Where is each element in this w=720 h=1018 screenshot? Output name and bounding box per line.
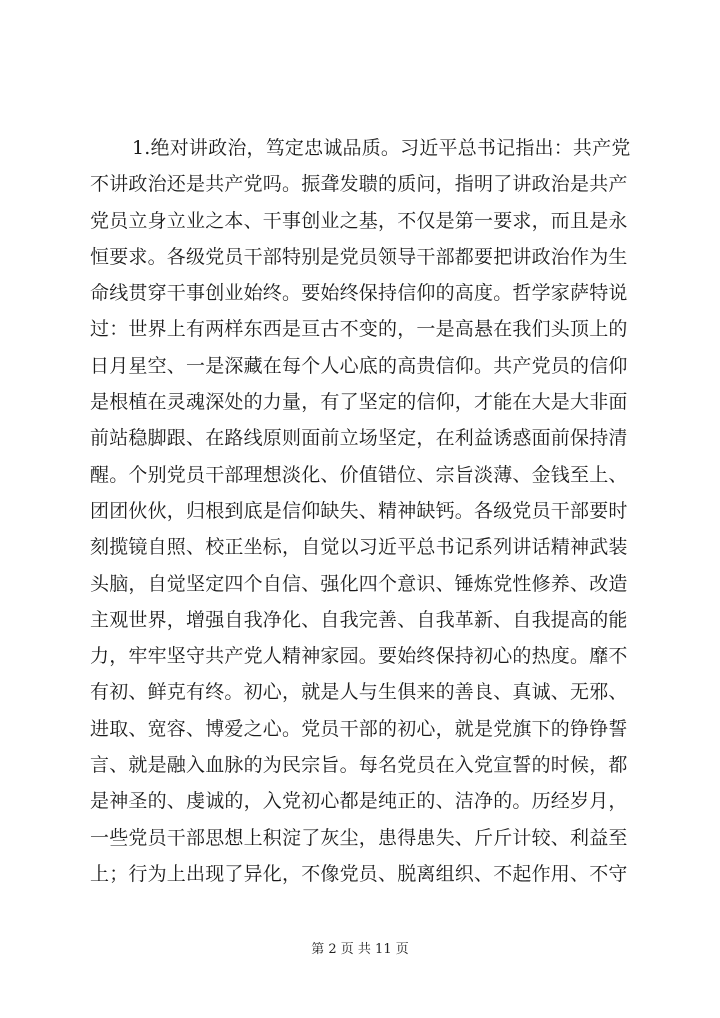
- text-line: 刻揽镜自照、校正坐标，自觉以习近平总书记系列讲话精神武装: [90, 536, 628, 559]
- text-line: 有初、鲜克有终。初心，就是人与生俱来的善良、真诚、无邪、: [90, 681, 628, 704]
- page-number-footer: 第 2 页 共 11 页: [311, 942, 409, 957]
- text-line: 上；行为上出现了异化，不像党员、脱离组织、不起作用、不守: [90, 862, 628, 885]
- text-line: 1.绝对讲政治，笃定忠诚品质。习近平总书记指出：共产党: [132, 137, 631, 159]
- body-paragraph: [90, 130, 645, 892]
- text-line: 命线贯穿干事创业始终。要始终保持信仰的高度。哲学家萨特说: [90, 282, 628, 305]
- text-line: 醒。个别党员干部理想淡化、价值错位、宗旨淡薄、金钱至上、: [90, 463, 628, 486]
- text-line: 头脑，自觉坚定四个自信、强化四个意识、锤炼党性修养、改造: [90, 572, 628, 595]
- text-line: 是神圣的、虔诚的，入党初心都是纯正的、洁净的。历经岁月，: [90, 790, 628, 813]
- text-line: 进取、宽容、博爱之心。党员干部的初心，就是党旗下的铮铮誓: [90, 717, 628, 740]
- text-line: 日月星空、一是深藏在每个人心底的高贵信仰。共产党员的信仰: [90, 354, 628, 377]
- text-line: 言、就是融入血脉的为民宗旨。每名党员在入党宣誓的时候，都: [90, 754, 628, 777]
- text-line: 一些党员干部思想上积淀了灰尘，患得患失、斤斤计较、利益至: [90, 826, 628, 849]
- text-line: 力，牢牢坚守共产党人精神家园。要始终保持初心的热度。靡不: [90, 645, 628, 668]
- text-line: 是根植在灵魂深处的力量，有了坚定的信仰，才能在大是大非面: [90, 391, 628, 414]
- text-line: 恒要求。各级党员干部特别是党员领导干部都要把讲政治作为生: [90, 245, 628, 268]
- text-line: 前站稳脚跟、在路线原则面前立场坚定，在利益诱惑面前保持清: [90, 427, 628, 450]
- text-line: 团团伙伙，归根到底是信仰缺失、精神缺钙。各级党员干部要时: [90, 499, 628, 522]
- text-line: 主观世界，增强自我净化、自我完善、自我革新、自我提高的能: [90, 608, 628, 631]
- text-line: 党员立身立业之本、干事创业之基，不仅是第一要求，而且是永: [90, 209, 628, 232]
- text-line: 不讲政治还是共产党吗。振聋发聩的质问，指明了讲政治是共产: [90, 173, 628, 196]
- text-line: 过：世界上有两样东西是亘古不变的，一是高悬在我们头顶上的: [90, 318, 628, 341]
